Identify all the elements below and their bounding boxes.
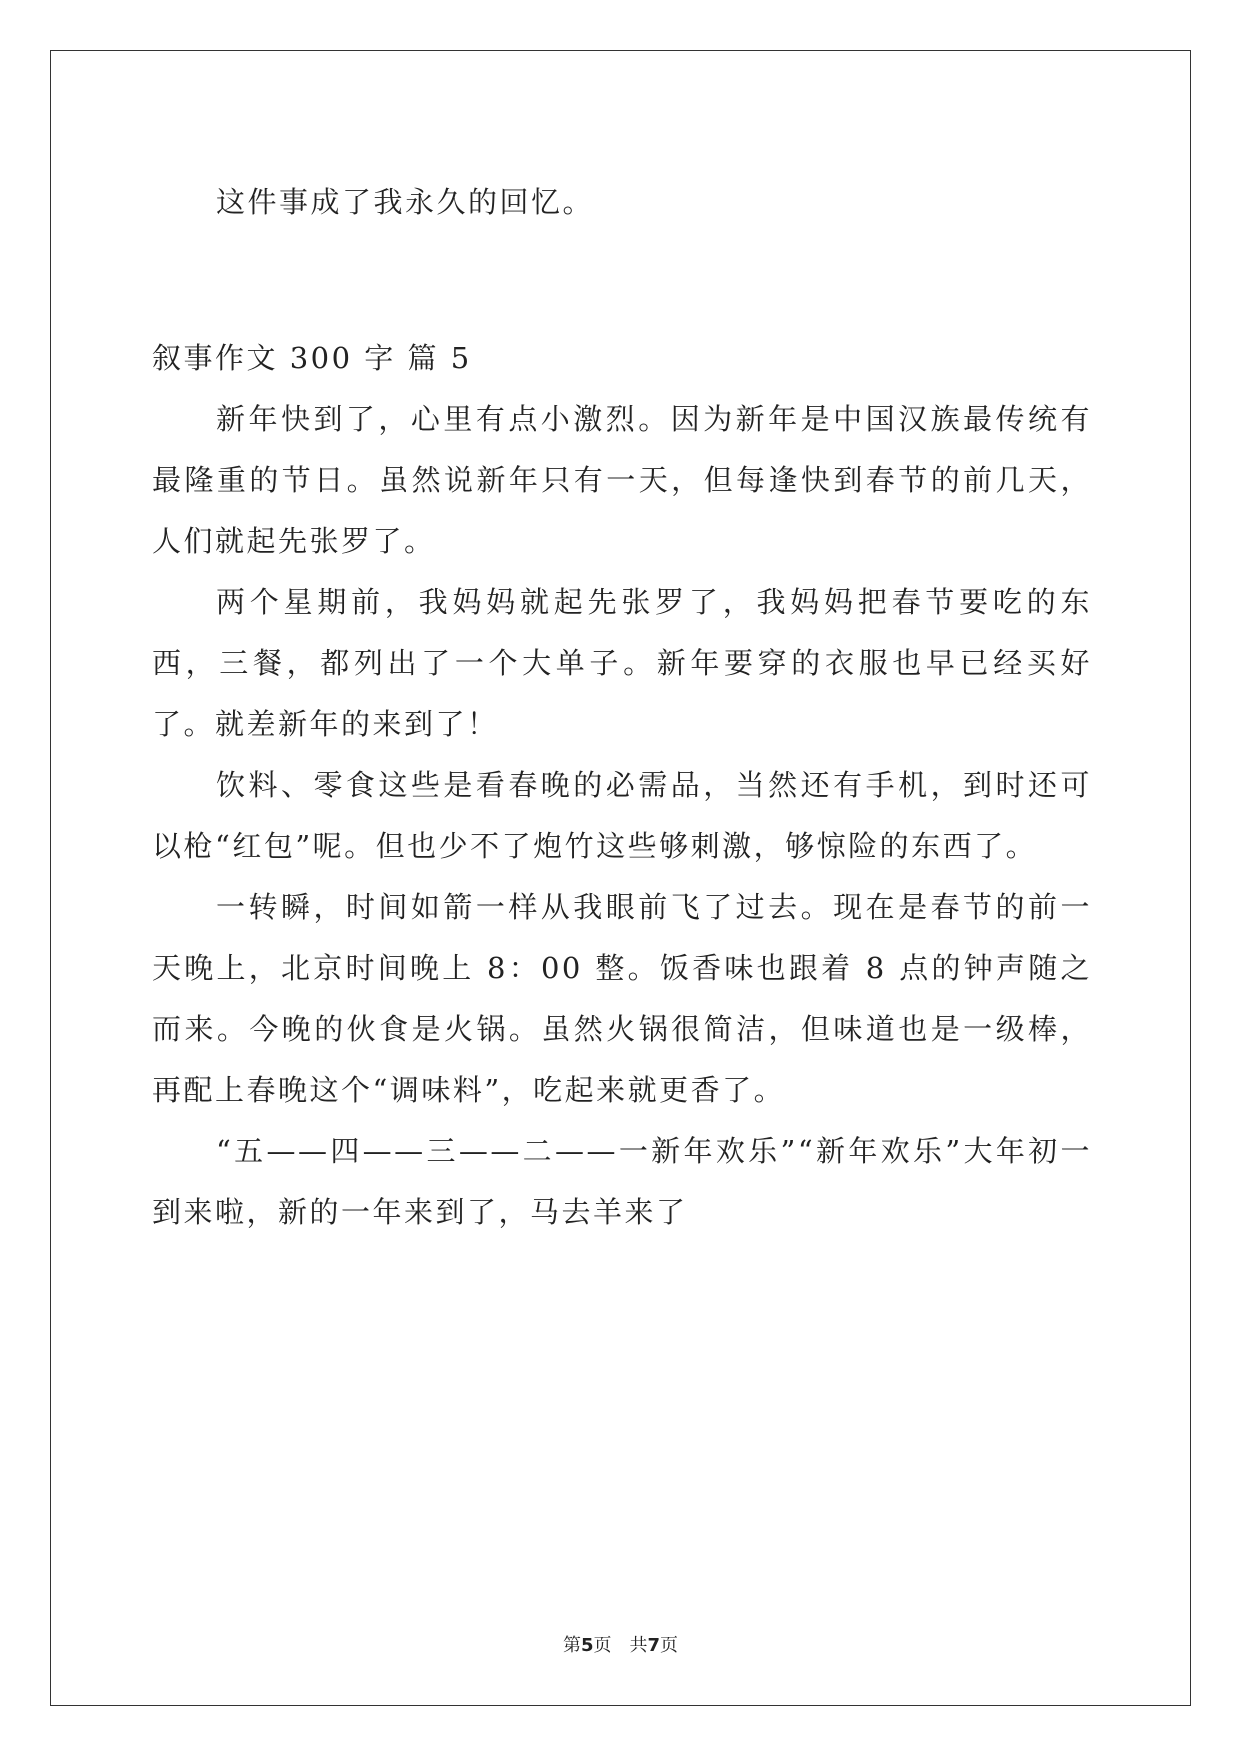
- paragraph: “五——四——三——二——一新年欢乐”“新年欢乐”大年初一到来啦，新的一年来到了，马去羊来了: [152, 1134, 1092, 1229]
- document-body: [152, 172, 1092, 1243]
- paragraph: 一转瞬，时间如箭一样从我眼前飞了过去。现在是春节的前一天晚上，北京时间晚上 8：00 整。饭香味也跟着 8 点的钟声随之而来。今晚的伙食是火锅。虽然火锅很简洁，但味道也是一级棒，再配上春晚这个“调味料”，吃起来就更香了。: [152, 890, 1092, 1107]
- footer-page-prefix: 第: [562, 1635, 581, 1656]
- paragraph: 新年快到了，心里有点小激烈。因为新年是中国汉族最传统有最隆重的节日。虽然说新年只有一天，但每逢快到春节的前几天，人们就起先张罗了。: [152, 402, 1092, 558]
- paragraph-intro: 这件事成了我永久的回忆。: [216, 185, 595, 219]
- paragraph: 两个星期前，我妈妈就起先张罗了，我妈妈把春节要吃的东西，三餐，都列出了一个大单子。新年要穿的衣服也早已经买好了。就差新年的来到了！: [152, 585, 1092, 741]
- page-footer: [0, 1634, 1241, 1658]
- spacer: [152, 233, 1092, 328]
- footer-total-prefix: 共: [629, 1635, 648, 1656]
- paragraph: 饮料、零食这些是看春晚的必需品，当然还有手机，到时还可以枪“红包”呢。但也少不了炮竹这些够刺激，够惊险的东西了。: [152, 768, 1092, 863]
- footer-page-current: 5: [580, 1635, 594, 1656]
- footer-page-suffix: 页: [593, 1635, 612, 1656]
- footer-total-suffix: 页: [660, 1635, 679, 1656]
- section-title: 叙事作文 300 字 篇 5: [152, 341, 472, 375]
- footer-page-total: 7: [647, 1635, 661, 1656]
